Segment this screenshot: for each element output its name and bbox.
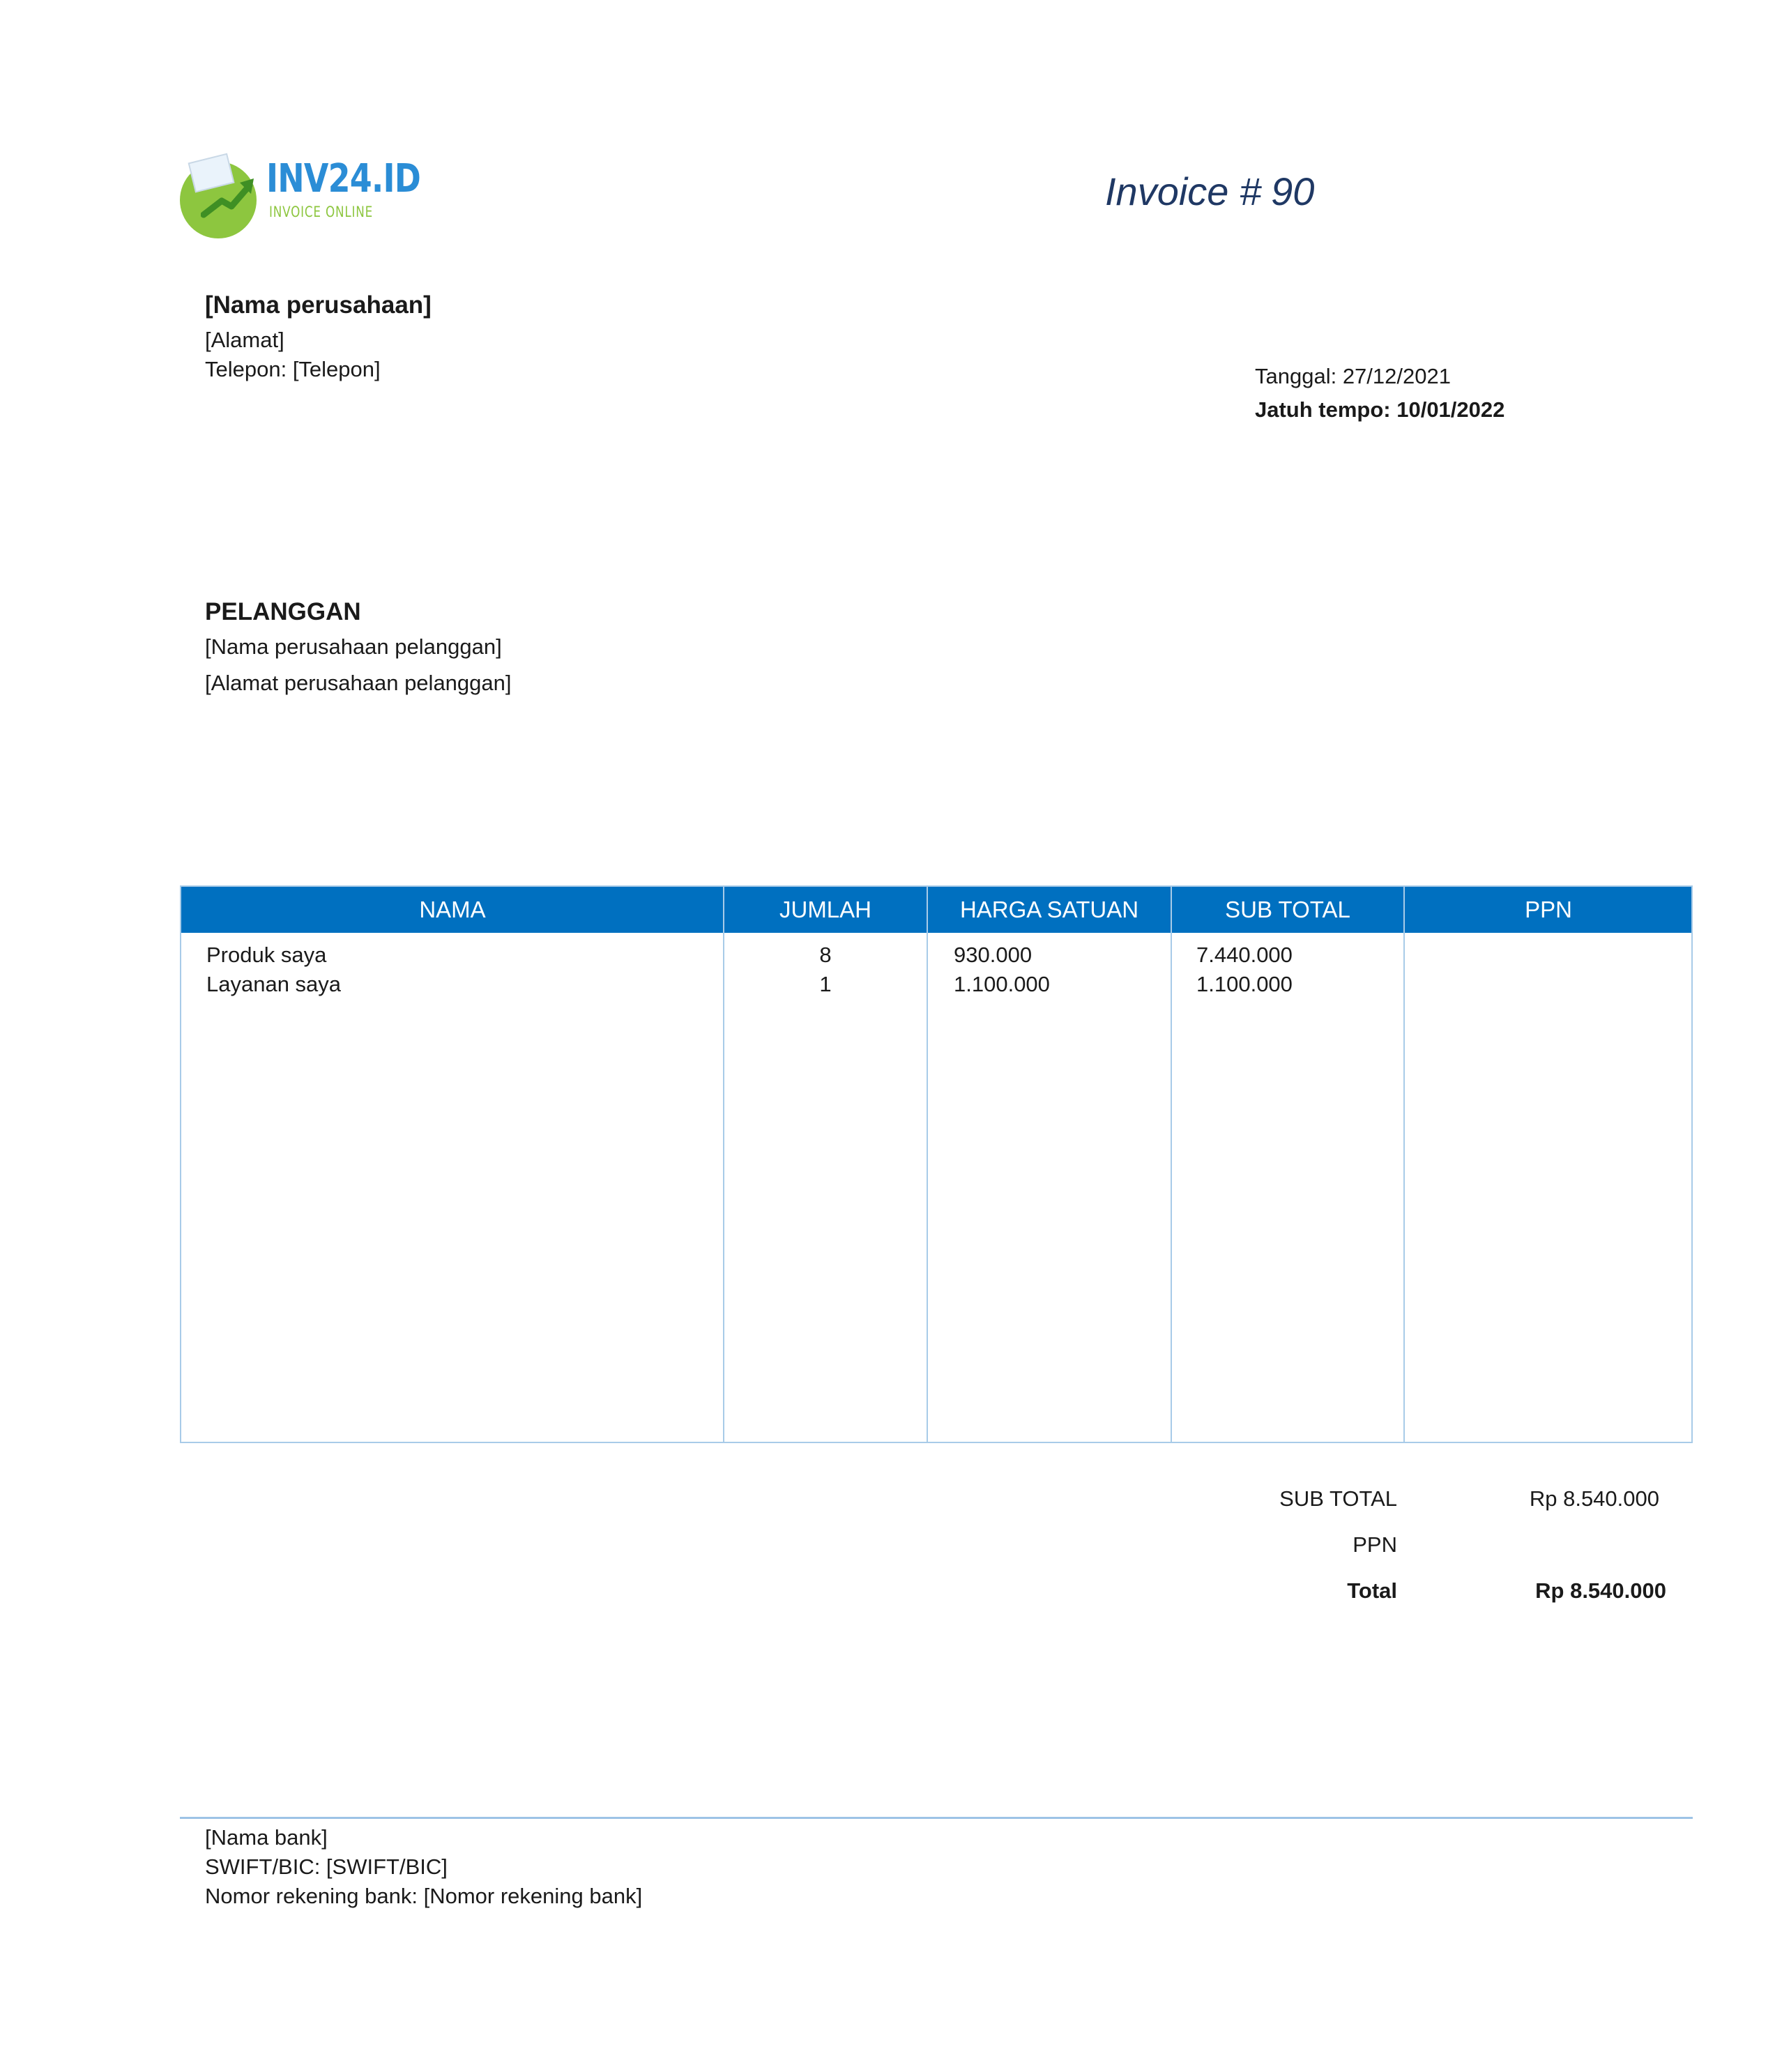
company-name: [Nama perusahaan] — [205, 291, 432, 319]
column-header-nama: NAMA — [419, 897, 486, 922]
item-unit-price: 1.100.000 — [954, 972, 1050, 996]
column-divider — [927, 887, 928, 1442]
total-label: Total — [1347, 1578, 1397, 1603]
brand-logo — [180, 155, 421, 233]
item-subtotal: 7.440.000 — [1196, 943, 1293, 967]
customer-address: [Alamat perusahaan pelanggan] — [205, 671, 512, 695]
items-table — [180, 885, 1693, 1443]
item-qty: 8 — [819, 943, 832, 967]
column-divider — [1403, 887, 1405, 1442]
column-header-jumlah: JUMLAH — [779, 897, 872, 922]
bank-swift: SWIFT/BIC: [SWIFT/BIC] — [205, 1854, 448, 1879]
customer-heading: PELANGGAN — [205, 598, 361, 625]
column-header-sub-total: SUB TOTAL — [1225, 897, 1350, 922]
column-header-harga-satuan: HARGA SATUAN — [959, 897, 1139, 922]
company-phone: Telepon: [Telepon] — [205, 357, 381, 381]
column-header-ppn: PPN — [1525, 897, 1572, 922]
item-name: Produk saya — [206, 943, 327, 967]
brand-tagline: INVOICE ONLINE — [269, 204, 374, 220]
company-address: [Alamat] — [205, 328, 284, 352]
item-qty: 1 — [819, 972, 832, 996]
brand-name: INV24.ID — [266, 156, 421, 201]
invoice-due-date: Jatuh tempo: 10/01/2022 — [1255, 397, 1505, 422]
growth-arrow-icon — [201, 173, 261, 222]
bank-account: Nomor rekening bank: [Nomor rekening bank] — [205, 1884, 643, 1908]
subtotal-value: Rp 8.540.000 — [1529, 1486, 1659, 1511]
column-divider — [1171, 887, 1172, 1442]
item-subtotal: 1.100.000 — [1196, 972, 1293, 996]
invoice-number: 90 — [1271, 169, 1315, 213]
invoice-label: Invoice # — [1105, 169, 1262, 213]
tax-label: PPN — [1353, 1532, 1397, 1557]
footer-divider — [180, 1817, 1693, 1819]
invoice-title — [1105, 169, 1324, 214]
column-divider — [723, 887, 724, 1442]
item-unit-price: 930.000 — [954, 943, 1033, 967]
invoice-date: Tanggal: 27/12/2021 — [1255, 364, 1451, 388]
customer-name: [Nama perusahaan pelanggan] — [205, 634, 502, 659]
bank-name: [Nama bank] — [205, 1825, 328, 1850]
subtotal-label: SUB TOTAL — [1279, 1486, 1397, 1511]
item-name: Layanan saya — [206, 972, 342, 996]
total-value: Rp 8.540.000 — [1535, 1578, 1666, 1603]
